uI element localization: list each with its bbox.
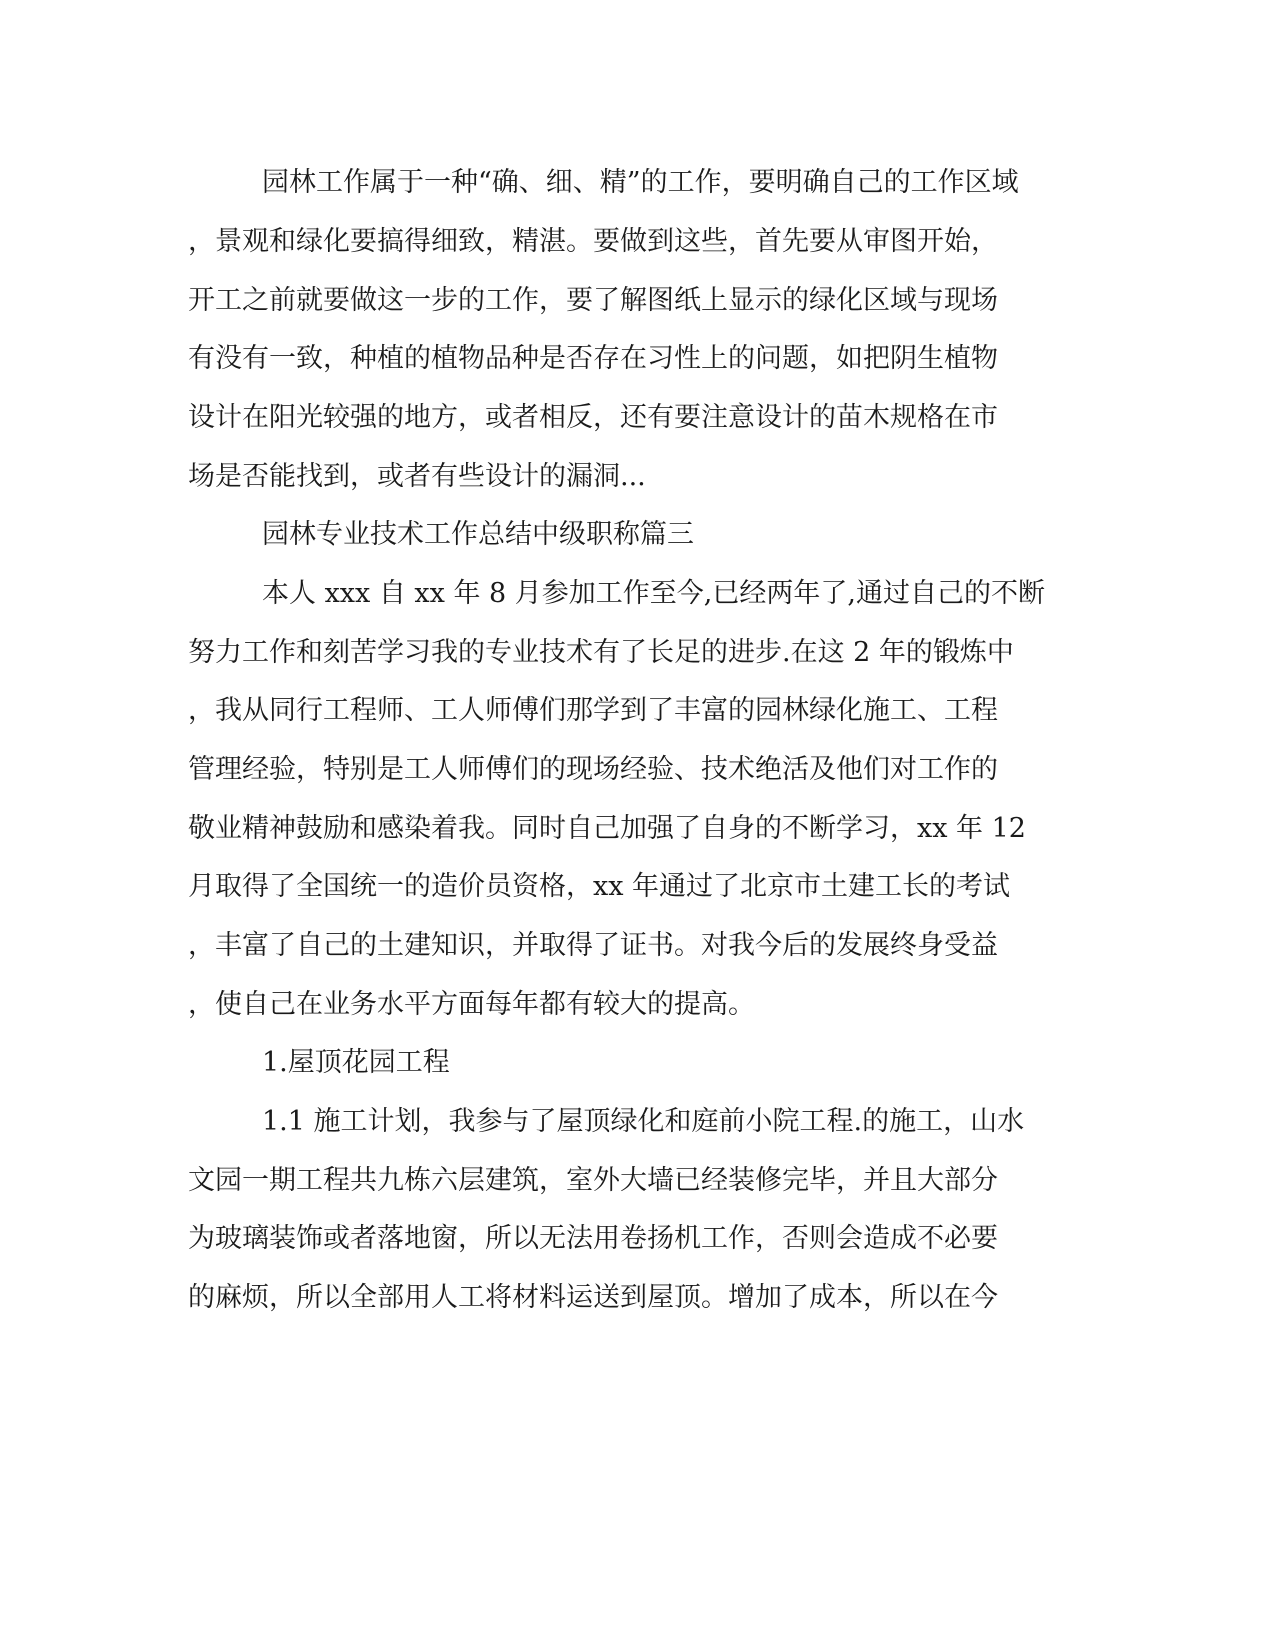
text-line: 文园一期工程共九栋六层建筑，室外大墙已经装修完毕，并且大部分 xyxy=(188,1165,998,1196)
text-line: 月取得了全国统一的造价员资格，xx 年通过了北京市土建工长的考试 xyxy=(188,871,1011,902)
text-line: 园林工作属于一种“确、细、精”的工作，要明确自己的工作区域 xyxy=(262,167,1019,198)
text-line: 有没有一致，种植的植物品种是否存在习性上的问题，如把阴生植物 xyxy=(188,343,998,374)
text-line: 场是否能找到，或者有些设计的漏洞... xyxy=(188,461,646,492)
text-line: 开工之前就要做这一步的工作，要了解图纸上显示的绿化区域与现场 xyxy=(188,285,998,316)
text-line: 敬业精神鼓励和感染着我。同时自己加强了自身的不断学习，xx 年 12 xyxy=(188,813,1026,844)
text-line: ，我从同行工程师、工人师傅们那学到了丰富的园林绿化施工、工程 xyxy=(188,695,998,726)
section-heading: 园林专业技术工作总结中级职称篇三 xyxy=(262,519,694,550)
text-line: ，丰富了自己的土建知识，并取得了证书。对我今后的发展终身受益 xyxy=(188,930,998,961)
text-line: 为玻璃装饰或者落地窗，所以无法用卷扬机工作，否则会造成不必要 xyxy=(188,1223,998,1254)
text-line: 1.1 施工计划，我参与了屋顶绿化和庭前小院工程.的施工，山水 xyxy=(262,1106,1025,1137)
text-line: 本人 xxx 自 xx 年 8 月参加工作至今,已经两年了,通过自己的不断 xyxy=(262,578,1045,609)
text-line: ，景观和绿化要搞得细致，精湛。要做到这些，首先要从审图开始， xyxy=(188,226,998,257)
text-line: 的麻烦，所以全部用人工将材料运送到屋顶。增加了成本，所以在今 xyxy=(188,1282,998,1313)
text-line: 设计在阳光较强的地方，或者相反，还有要注意设计的苗木规格在市 xyxy=(188,402,998,433)
text-line: 努力工作和刻苦学习我的专业技术有了长足的进步.在这 2 年的锻炼中 xyxy=(188,637,1014,668)
text-line: ，使自己在业务水平方面每年都有较大的提高。 xyxy=(188,989,755,1020)
section-heading: 1.屋顶花园工程 xyxy=(262,1047,450,1078)
text-line: 管理经验，特别是工人师傅们的现场经验、技术绝活及他们对工作的 xyxy=(188,754,998,785)
